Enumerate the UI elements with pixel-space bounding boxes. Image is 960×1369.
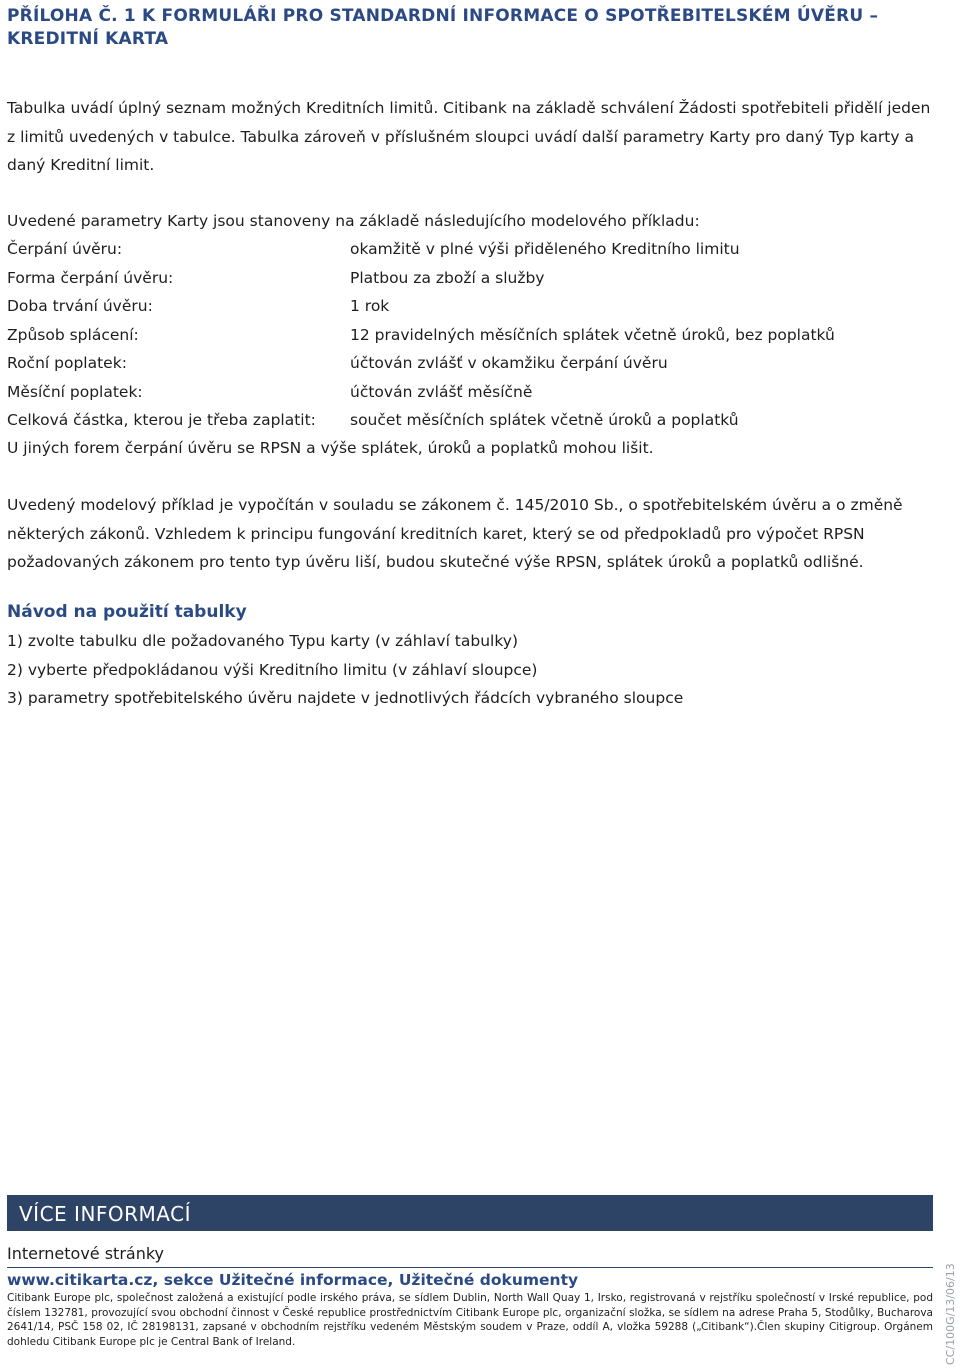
website-link[interactable]: www.citikarta.cz, sekce Užitečné informace, Užitečné dokumenty	[7, 1271, 579, 1289]
parameter-label: Měsíční poplatek:	[7, 382, 143, 401]
parameter-value: účtován zvlášť v okamžiku čerpání úvěru	[350, 354, 668, 372]
company-footer: Citibank Europe plc, společnost založená a existující podle irského práva, se sídlem Dublin, North Wall Quay 1, Irsko, registrovaná v rejstříku společností v Irské republice, pod číslem 132781, provozující svou obchodní činnost v České republice prostřednictvím Citibank Europe plc, organizační složka, se sídlem na adrese Praha 5, Stodůlky, Bucharova 2641/14, PSČ 158 02, IČ 28198131, zapsané v obchodním rejstříku vedeném Městským soudem v Praze, oddíl A, vložka 59288 („Citibank“).Člen skupiny Citigroup. Orgánem dohledu Citibank Europe plc je Central Bank of Ireland.	[7, 1292, 933, 1348]
parameter-value: Platbou za zboží a služby	[350, 268, 545, 287]
legal-paragraph: Uvedený modelový příklad je vypočítán v souladu se zákonem č. 145/2010 Sb., o spotřebitelském úvěru a o změně některých zákonů. Vzhledem k principu fungování kreditních karet, který se od předpokladů pro výpočet RPSN požadovaných zákonem pro tento typ úvěru liší, budou skutečné výše RPSN, splátek úroků a poplatků odlišné.	[7, 496, 903, 571]
parameter-label: Čerpání úvěru:	[7, 240, 123, 258]
model-example-lead: Uvedené parametry Karty jsou stanoveny na základě následujícího modelového příkladu:	[7, 212, 700, 230]
parameter-value: účtován zvlášť měsíčně	[350, 382, 533, 401]
website-label: Internetové stránky	[7, 1244, 165, 1263]
parameter-value: okamžitě v plné výši přiděleného Kreditního limitu	[350, 240, 740, 258]
parameter-label: Celková částka, kterou je třeba zaplatit:	[7, 411, 316, 429]
parameter-row	[7, 264, 937, 293]
parameter-label: Roční poplatek:	[7, 354, 127, 372]
document-code: CC/100G/13/06/13	[944, 1263, 957, 1365]
howto-steps	[7, 627, 937, 713]
parameter-label: Forma čerpání úvěru:	[7, 268, 174, 287]
parameter-label: Doba trvání úvěru:	[7, 297, 153, 315]
howto-step: 2) vyberte předpokládanou výši Kreditního limitu (v záhlaví sloupce)	[7, 660, 538, 679]
more-info-banner: VÍCE INFORMACÍ	[7, 1195, 933, 1231]
parameter-row	[7, 235, 937, 264]
page-title: PŘÍLOHA Č. 1 K FORMULÁŘI PRO STANDARDNÍ INFORMACE O SPOTŘEBITELSKÉM ÚVĚRU – KREDITNÍ KARTA	[7, 6, 879, 49]
parameter-row	[7, 321, 937, 350]
intro-paragraph: Tabulka uvádí úplný seznam možných Kreditních limitů. Citibank na základě schválení Žádosti spotřebiteli přidělí jeden z limitů uvedených v tabulce. Tabulka zároveň v příslušném sloupci uvádí další parametry Karty pro daný Typ karty a daný Kreditní limit.	[7, 99, 931, 174]
howto-step: 3) parametry spotřebitelského úvěru najdete v jednotlivých řádcích vybraného sloupce	[7, 689, 684, 707]
parameter-row	[7, 349, 937, 378]
parameter-row	[7, 406, 937, 435]
howto-heading: Návod na použití tabulky	[7, 602, 247, 622]
parameter-row	[7, 378, 937, 407]
parameter-value: součet měsíčních splátek včetně úroků a poplatků	[350, 411, 739, 429]
parameters-list	[7, 235, 937, 435]
variation-note: U jiných forem čerpání úvěru se RPSN a výše splátek, úroků a poplatků mohou lišit.	[7, 439, 654, 457]
divider	[7, 1267, 933, 1268]
parameter-value: 1 rok	[350, 297, 390, 315]
parameter-row	[7, 292, 937, 321]
howto-step: 1) zvolte tabulku dle požadovaného Typu karty (v záhlaví tabulky)	[7, 632, 518, 650]
parameter-value: 12 pravidelných měsíčních splátek včetně úroků, bez poplatků	[350, 325, 835, 344]
parameter-label: Způsob splácení:	[7, 325, 139, 344]
